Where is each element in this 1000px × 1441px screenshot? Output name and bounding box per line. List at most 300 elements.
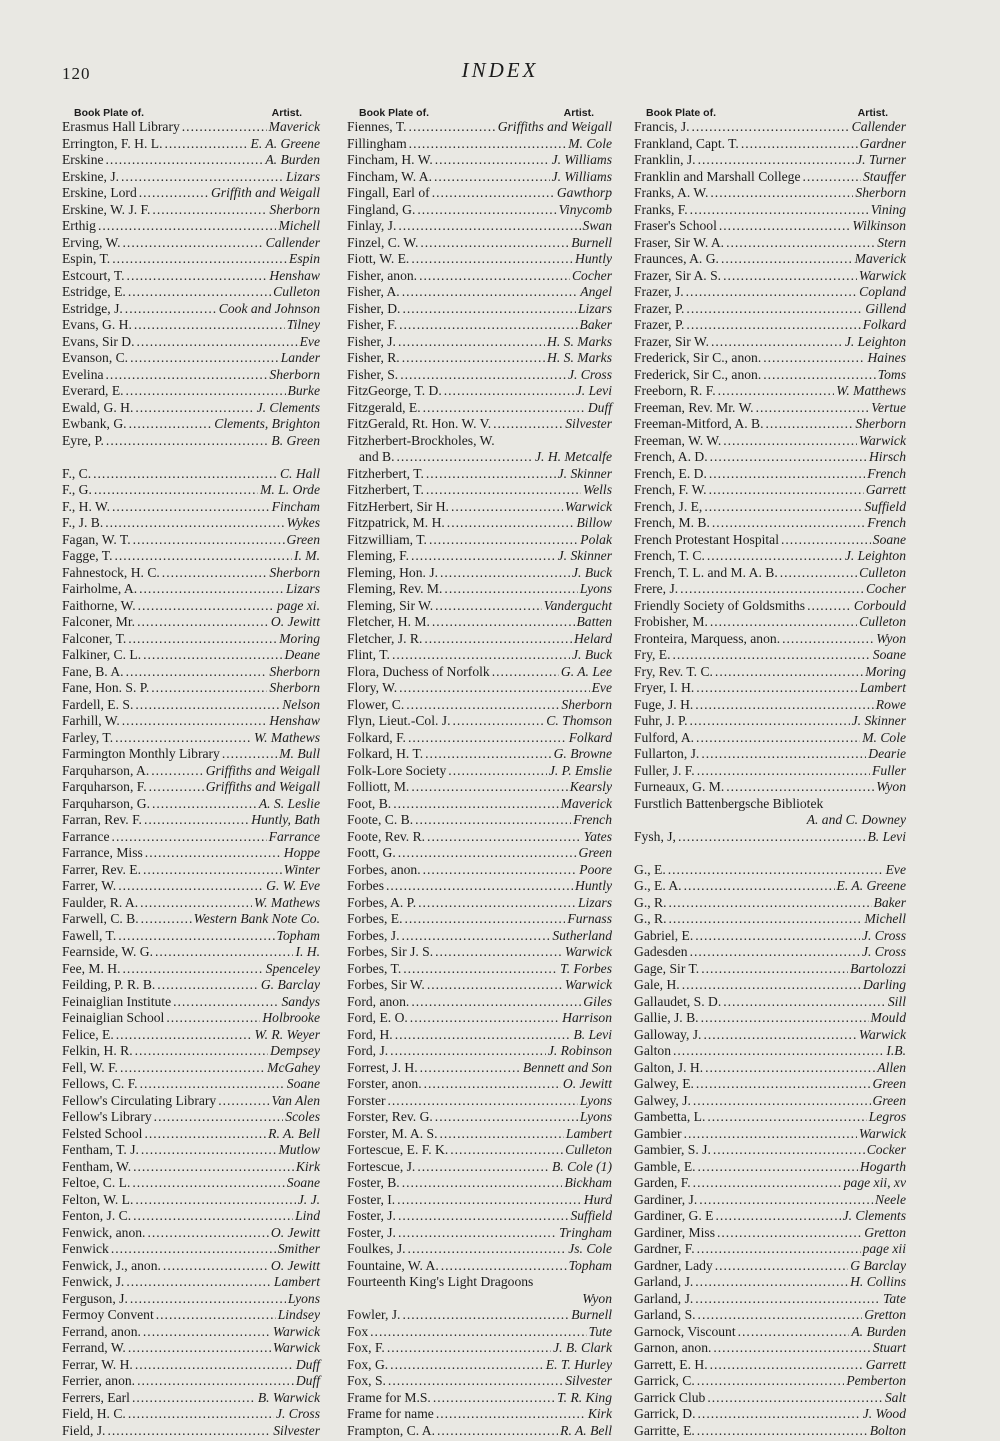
index-entry xyxy=(347,1324,612,1341)
dot-leader xyxy=(164,136,248,153)
book-plate-heading: Book Plate of. xyxy=(359,107,430,119)
index-entry xyxy=(62,961,320,978)
dot-leader xyxy=(388,1373,563,1390)
entry-artist: Michell xyxy=(278,218,320,233)
entry-owner: Errington, F. H. L. xyxy=(62,135,163,151)
dot-leader xyxy=(444,383,574,400)
entry-owner: Gardner, F. xyxy=(634,1241,695,1256)
entry-owner: Garrick Club xyxy=(634,1389,706,1405)
index-entry xyxy=(347,944,612,961)
entry-artist: Dempsey xyxy=(270,1043,320,1058)
dot-leader xyxy=(138,598,275,615)
dot-leader xyxy=(707,1109,866,1126)
entry-artist: Topham xyxy=(568,1257,612,1273)
index-entry xyxy=(347,812,612,829)
dot-leader xyxy=(723,268,857,285)
index-entry xyxy=(347,961,612,978)
index-entry xyxy=(634,1076,906,1093)
dot-leader xyxy=(126,383,286,400)
dot-leader xyxy=(409,136,567,153)
dot-leader xyxy=(738,1324,850,1341)
entry-artist: Bolton xyxy=(869,1422,906,1438)
index-entry xyxy=(347,1225,612,1242)
entry-artist: Lyons xyxy=(287,1290,320,1306)
dot-leader xyxy=(712,515,865,532)
entry-artist: Gawthorp xyxy=(556,185,612,200)
entry-owner: Ferrand, anon. xyxy=(62,1323,141,1339)
entry-artist: B. Cole (1) xyxy=(551,1158,612,1174)
entry-artist: Griffiths and Weigall xyxy=(205,762,320,778)
index-entry xyxy=(62,284,320,301)
index-entry xyxy=(634,977,906,994)
entry-owner: Fenwick xyxy=(62,1241,109,1256)
entry-artist: Lind xyxy=(295,1208,320,1223)
index-entry xyxy=(62,334,320,351)
entry-artist: Eve xyxy=(591,680,612,695)
entry-owner: Flint, T. xyxy=(347,647,390,662)
entry-owner: Forster, M. A. S. xyxy=(347,1125,438,1141)
index-entry xyxy=(62,631,320,648)
index-entry xyxy=(634,433,906,450)
index-entry xyxy=(62,1010,320,1027)
dot-leader xyxy=(684,1126,857,1143)
entry-owner: Foster, I. xyxy=(347,1191,396,1207)
entry-artist: Green xyxy=(872,1076,906,1091)
column-header xyxy=(347,98,612,119)
index-entry xyxy=(634,1192,906,1209)
entry-owner: Garrett, E. H. xyxy=(634,1356,708,1372)
dot-leader xyxy=(410,1010,560,1027)
entry-owner: Friendly Society of Goldsmiths xyxy=(634,597,806,613)
entry-artist: Huntly xyxy=(575,878,612,893)
entry-artist: Toms xyxy=(877,366,906,382)
index-entry xyxy=(62,845,320,862)
entry-artist: Lindsey xyxy=(277,1307,320,1322)
entry-artist: Soane xyxy=(286,1175,320,1190)
dot-leader xyxy=(427,977,563,994)
dot-leader xyxy=(402,928,551,945)
dot-leader xyxy=(134,317,285,334)
dot-leader xyxy=(704,499,862,516)
entry-artist: Batten xyxy=(576,614,612,629)
index-entry xyxy=(634,1307,906,1324)
index-entry xyxy=(634,1423,906,1440)
entry-owner: FitzGeorge, T. D. xyxy=(347,383,442,398)
entry-artist: page xi. xyxy=(276,597,320,613)
dot-leader xyxy=(435,1109,578,1126)
index-entry xyxy=(347,911,612,928)
entry-artist: Copland xyxy=(859,284,906,299)
entry-artist: Sherborn xyxy=(269,680,320,695)
entry-owner: Frobisher, M. xyxy=(634,614,708,629)
dot-leader xyxy=(122,713,268,730)
book-plate-heading: Book Plate of. xyxy=(646,107,717,119)
entry-artist: Sherborn xyxy=(855,185,906,200)
entry-owner: Fox xyxy=(347,1323,369,1339)
entry-artist: J. Cross xyxy=(275,1406,320,1421)
entry-artist: Scoles xyxy=(285,1109,320,1124)
entry-owner: Gardiner, G. E xyxy=(634,1208,714,1223)
dot-leader xyxy=(130,350,279,367)
entry-list xyxy=(62,119,320,1439)
index-entry xyxy=(634,895,906,912)
index-entry xyxy=(634,1043,906,1060)
dot-leader xyxy=(409,119,496,136)
entry-owner: Evans, Sir D. xyxy=(62,333,135,349)
entry-owner: Fortescue, E. F. K. xyxy=(347,1142,449,1157)
entry-owner: Fane, B. A. xyxy=(62,663,124,679)
index-entry xyxy=(634,812,906,829)
dot-leader xyxy=(807,598,852,615)
entry-artist: Sherborn xyxy=(269,201,320,217)
index-entry xyxy=(62,350,320,367)
entry-owner: Espin, T. xyxy=(62,251,111,266)
entry-artist: J. Williams xyxy=(551,168,612,184)
entry-owner: Franklin and Marshall College xyxy=(634,168,801,184)
entry-artist: J. H. Metcalfe xyxy=(535,449,612,464)
entry-owner: Fellow's Circulating Library xyxy=(62,1092,217,1108)
index-entry xyxy=(347,1043,612,1060)
entry-owner: Fisher, A. xyxy=(347,284,400,299)
dot-leader xyxy=(493,416,563,433)
index-entry xyxy=(62,796,320,813)
dot-leader xyxy=(419,268,570,285)
index-entry xyxy=(634,1142,906,1159)
entry-owner: Flora, Duchess of Norfolk xyxy=(347,663,490,679)
dot-leader xyxy=(424,1076,561,1093)
dot-leader xyxy=(429,532,578,549)
entry-owner: Fermoy Convent xyxy=(62,1307,154,1322)
dot-leader xyxy=(135,400,254,417)
entry-owner: Garrick, C. xyxy=(634,1373,695,1388)
entry-owner: Forbes, A. P. xyxy=(347,894,417,910)
dot-leader xyxy=(695,1274,848,1291)
entry-artist: Warwick xyxy=(858,1026,906,1042)
entry-owner: Fawell, T. xyxy=(62,927,117,943)
entry-owner: Ford, H. xyxy=(347,1026,393,1042)
entry-artist: Bickham xyxy=(564,1175,612,1190)
entry-artist: Baker xyxy=(579,317,612,332)
dot-leader xyxy=(397,449,534,466)
dot-leader xyxy=(726,235,875,252)
index-entry xyxy=(634,367,906,384)
entry-owner: Frazer, P. xyxy=(634,317,685,332)
entry-owner: Fagan, W. T. xyxy=(62,531,131,547)
dot-leader xyxy=(133,1159,294,1176)
dot-leader xyxy=(105,515,284,532)
dot-leader xyxy=(156,1307,276,1324)
index-entry xyxy=(347,878,612,895)
index-entry xyxy=(634,169,906,186)
entry-owner: Fahnestock, H. C. xyxy=(62,564,160,580)
entry-artist: Sandys xyxy=(281,993,320,1009)
index-entry xyxy=(634,515,906,532)
dot-leader xyxy=(135,697,280,714)
index-entry xyxy=(634,400,906,417)
entry-owner: Fisher, R. xyxy=(347,350,400,365)
entry-artist: Green xyxy=(872,1092,906,1108)
column-header xyxy=(634,98,906,119)
entry-artist: Wyon xyxy=(582,1290,612,1306)
entry-owner: Farquharson, F. xyxy=(62,779,147,794)
index-entry xyxy=(634,862,906,879)
index-entry xyxy=(62,1027,320,1044)
entry-artist: J. Skinner xyxy=(557,548,612,563)
index-column-3 xyxy=(634,98,906,1439)
dot-leader xyxy=(782,631,874,648)
entry-owner: Franklin, J. xyxy=(634,152,696,167)
entry-artist: O. Jewitt xyxy=(562,1076,612,1091)
index-entry xyxy=(347,301,612,318)
entry-owner: Estcourt, T. xyxy=(62,267,125,283)
entry-artist: Fuller xyxy=(872,762,906,778)
dot-leader xyxy=(143,1324,271,1341)
entry-artist: I. H. xyxy=(295,944,320,959)
dot-leader xyxy=(435,598,542,615)
entry-artist: W. Matthews xyxy=(836,383,906,398)
index-entry xyxy=(634,631,906,648)
entry-owner: Estridge, J. xyxy=(62,300,123,316)
dot-leader xyxy=(710,449,867,466)
index-entry xyxy=(634,647,906,664)
entry-artist: Neele xyxy=(875,1191,906,1207)
dot-leader xyxy=(713,1142,865,1159)
entry-artist: Burnell xyxy=(571,234,612,250)
entry-artist: Cook and Johnson xyxy=(218,300,320,316)
entry-artist: G. Browne xyxy=(553,746,612,761)
entry-owner: Frederick, Sir C., anon. xyxy=(634,350,762,365)
entry-owner: Ferrier, anon. xyxy=(62,1373,136,1388)
dot-leader xyxy=(115,730,252,747)
dot-leader xyxy=(112,499,270,516)
index-entry xyxy=(62,812,320,829)
dot-leader xyxy=(435,944,563,961)
dot-leader xyxy=(398,218,580,235)
entry-owner: Farran, Rev. F. xyxy=(62,812,142,827)
entry-owner: Furneaux, G. M. xyxy=(634,779,725,794)
index-entry xyxy=(62,614,320,631)
entry-artist: Griffiths and Weigall xyxy=(205,779,320,794)
dot-leader xyxy=(719,218,851,235)
entry-owner: Folkard, H. T. xyxy=(347,746,424,761)
entry-artist: Lander xyxy=(280,350,320,365)
entry-artist: Dearie xyxy=(868,746,906,761)
dot-leader xyxy=(121,169,284,186)
entry-owner: Fountaine, W. A. xyxy=(347,1257,439,1273)
index-entry xyxy=(62,268,320,285)
entry-artist: Soane xyxy=(872,647,906,662)
index-entry xyxy=(347,268,612,285)
dot-leader xyxy=(127,268,268,285)
index-entry xyxy=(347,235,612,252)
index-entry xyxy=(347,763,612,780)
entry-artist: Warwick xyxy=(564,977,612,992)
entry-artist: Soane xyxy=(872,531,906,547)
entry-owner: Forster, anon. xyxy=(347,1076,422,1091)
index-entry xyxy=(634,416,906,433)
entry-owner: Gardiner, Miss xyxy=(634,1224,716,1240)
entry-owner: Fuge, J. H. xyxy=(634,696,694,712)
dot-leader xyxy=(699,1192,873,1209)
index-entry xyxy=(634,1373,906,1390)
entry-artist: Tute xyxy=(588,1323,612,1339)
entry-artist: Soane xyxy=(286,1076,320,1091)
index-entry xyxy=(634,994,906,1011)
index-entry xyxy=(62,581,320,598)
entry-artist: Garrett xyxy=(865,482,906,497)
index-entry xyxy=(347,1027,612,1044)
dot-leader xyxy=(406,697,559,714)
entry-owner: Farrer, Rev. E. xyxy=(62,861,141,877)
entry-artist: J. J. xyxy=(297,1191,320,1207)
index-entry xyxy=(62,680,320,697)
entry-artist: Winter xyxy=(283,861,320,877)
entry-owner: Forbes, T. xyxy=(347,960,402,976)
index-entry xyxy=(634,1208,906,1225)
index-entry xyxy=(634,697,906,714)
entry-artist: Silvester xyxy=(565,1373,612,1388)
entry-artist: J. Skinner xyxy=(557,465,612,481)
entry-owner: Forster xyxy=(347,1092,386,1108)
index-entry xyxy=(62,1175,320,1192)
entry-artist: Culleton xyxy=(565,1142,612,1157)
entry-artist: Eve xyxy=(299,333,320,349)
dot-leader xyxy=(447,515,575,532)
dot-leader xyxy=(448,763,547,780)
entry-artist: Helard xyxy=(573,630,612,646)
entry-owner: Ferrers, Earl xyxy=(62,1389,130,1405)
index-entry xyxy=(634,1274,906,1291)
entry-artist: M. Bull xyxy=(279,746,320,761)
index-entry xyxy=(634,499,906,516)
index-entry xyxy=(62,713,320,730)
index-entry xyxy=(347,796,612,813)
entry-owner: Fenton, J. C. xyxy=(62,1208,132,1223)
index-entry xyxy=(634,680,906,697)
entry-owner: Fleming, Hon. J. xyxy=(347,564,439,580)
index-entry xyxy=(62,1340,320,1357)
entry-owner: Garden, F. xyxy=(634,1175,691,1190)
index-entry xyxy=(347,251,612,268)
entry-artist: Callender xyxy=(851,119,906,134)
dot-leader xyxy=(151,680,267,697)
entry-artist: Baker xyxy=(873,894,906,910)
entry-owner: Fitzherbert-Brockholes, W. xyxy=(347,432,495,448)
entry-artist: B. Levi xyxy=(867,828,906,844)
index-entry xyxy=(347,482,612,499)
dot-leader xyxy=(701,1010,869,1027)
entry-owner: Fairholme, A. xyxy=(62,581,138,596)
index-entry xyxy=(347,1291,612,1308)
entry-owner: Gambier, S. J. xyxy=(634,1142,711,1157)
entry-artist: Gretton xyxy=(864,1224,906,1240)
index-entry xyxy=(62,1241,320,1258)
entry-owner: French Protestant Hospital xyxy=(634,531,779,547)
entry-artist: Western Bank Note Co. xyxy=(193,911,320,926)
entry-artist: French xyxy=(573,812,612,827)
index-entry xyxy=(634,829,906,846)
index-entry xyxy=(62,548,320,565)
dot-leader xyxy=(439,1126,563,1143)
dot-leader xyxy=(697,1373,845,1390)
entry-owner: French, E. D. xyxy=(634,465,707,481)
entry-owner: Fraunces, A. G. xyxy=(634,251,719,266)
entry-artist: Hurd xyxy=(583,1191,612,1207)
entry-owner: Gadesden xyxy=(634,944,688,959)
entry-owner: Fardell, E. S. xyxy=(62,696,134,712)
dot-leader xyxy=(678,829,866,846)
entry-owner: Gambetta, L. xyxy=(634,1109,706,1124)
entry-artist: Sill xyxy=(887,993,906,1009)
entry-artist: Cocker xyxy=(866,1142,906,1157)
dot-leader xyxy=(440,565,570,582)
entry-artist: J. Cross xyxy=(861,944,906,959)
index-entry xyxy=(62,928,320,945)
entry-owner: Felsted School xyxy=(62,1125,143,1141)
entry-owner: Field, H. C. xyxy=(62,1406,126,1421)
index-entry xyxy=(634,565,906,582)
dot-leader xyxy=(370,1324,586,1341)
index-entry xyxy=(347,581,612,598)
entry-owner: Field, J. xyxy=(62,1422,106,1438)
index-entry xyxy=(634,1324,906,1341)
dot-leader xyxy=(492,664,559,681)
index-entry xyxy=(347,779,612,796)
index-entry xyxy=(347,1142,612,1159)
entry-artist: R. A. Bell xyxy=(560,1422,612,1438)
dot-leader xyxy=(718,383,835,400)
index-entry xyxy=(62,1390,320,1407)
index-entry xyxy=(347,515,612,532)
entry-artist: Cocher xyxy=(865,581,906,596)
entry-artist: Mould xyxy=(870,1010,906,1025)
dot-leader xyxy=(696,1076,871,1093)
dot-leader xyxy=(697,1423,868,1440)
entry-artist: Green xyxy=(286,531,320,547)
index-entry xyxy=(62,433,320,450)
entry-artist: J. Buck xyxy=(572,647,612,662)
entry-artist: Warwick xyxy=(858,1125,906,1141)
entry-owner: Farrer, W. xyxy=(62,878,117,893)
dot-leader xyxy=(803,169,861,186)
dot-leader xyxy=(145,845,282,862)
entry-owner: Foott, G. xyxy=(347,845,396,860)
entry-artist: Rowe xyxy=(875,696,906,712)
index-entry xyxy=(634,350,906,367)
entry-artist: Kearsly xyxy=(569,779,612,794)
dot-leader xyxy=(434,169,550,186)
entry-artist: J. Wood xyxy=(862,1406,906,1421)
dot-leader xyxy=(402,350,545,367)
index-entry xyxy=(62,400,320,417)
entry-artist: Culleton xyxy=(859,564,906,580)
entry-owner: Freeman-Mitford, A. B. xyxy=(634,416,764,431)
index-entry xyxy=(347,647,612,664)
entry-owner: Farwell, C. B. xyxy=(62,911,139,926)
dot-leader xyxy=(152,202,267,219)
dot-leader xyxy=(411,994,581,1011)
dot-leader xyxy=(723,433,857,450)
dot-leader xyxy=(680,581,864,598)
index-entry xyxy=(347,416,612,433)
entry-artist: Harrison xyxy=(562,1010,612,1025)
entry-artist: G. A. Lee xyxy=(560,663,612,679)
entry-owner: Forbes, E. xyxy=(347,911,403,926)
entry-owner: Fletcher, J. R. xyxy=(347,630,423,646)
dot-leader xyxy=(390,1043,546,1060)
entry-artist: G. W. Eve xyxy=(266,878,320,893)
entry-owner: FitzHerbert, Sir H. xyxy=(347,498,449,514)
